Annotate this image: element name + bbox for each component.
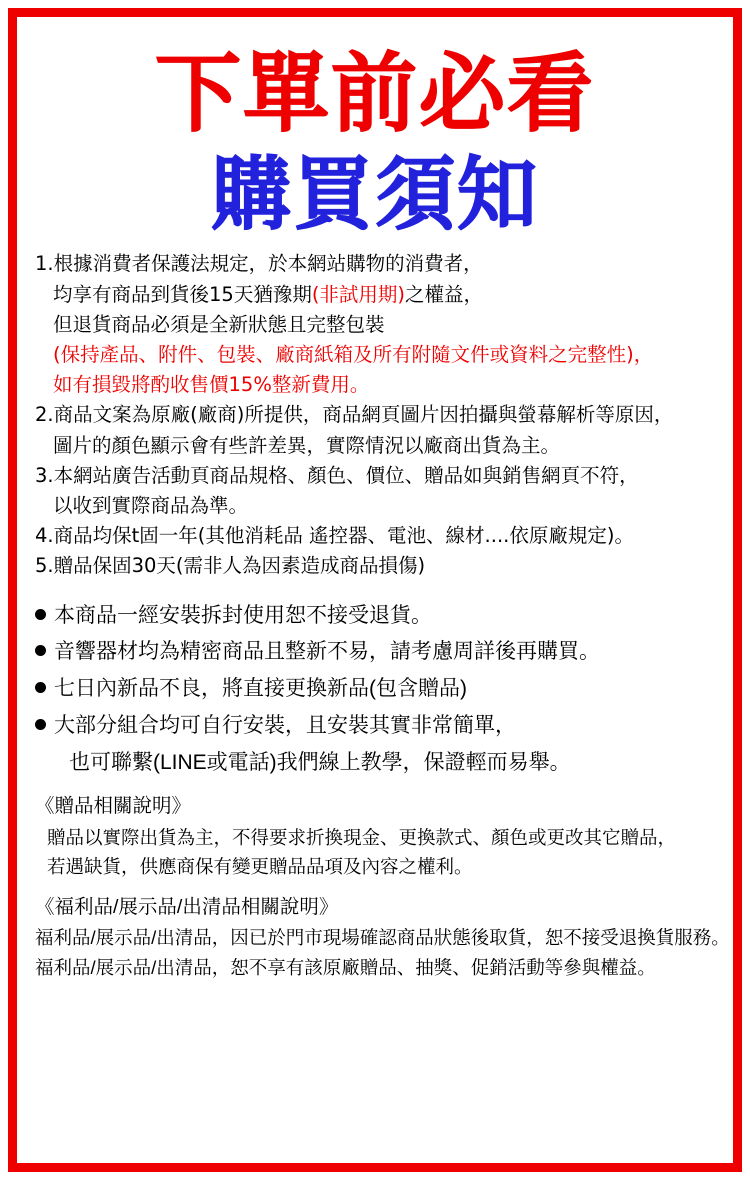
list-item: 5.贈品保固30天(需非人為因素造成商品損傷) [35, 554, 426, 578]
list-item [35, 280, 715, 310]
list-item [35, 634, 715, 671]
bullet-dot-icon [35, 682, 46, 693]
page-title-primary: 下單前必看 [155, 44, 595, 144]
list-item [35, 671, 715, 708]
list-item-label: 本商品一經安裝拆封使用恕不接受退貨。 [54, 603, 432, 627]
section-line: 若遇缺貨，供應商保有變更贈品品項及內容之權利。 [47, 856, 473, 878]
list-item-label: 音響器材均為精密商品且整新不易，請考慮周詳後再購買。 [54, 640, 600, 664]
page-title-secondary: 購買須知 [211, 148, 539, 242]
gift-section [35, 791, 715, 881]
bullet-dot-icon [35, 719, 46, 730]
list-item: 2.商品文案為原廠(廠商)所提供，商品網頁圖片因拍攝與螢幕解析等原因， [35, 403, 674, 427]
list-item: 圖片的顏色顯示會有些許差異，實際情況以廠商出貨為主。 [53, 433, 561, 457]
refurb-section [35, 892, 730, 983]
list-item-continuation: 也可聯繫(LINE或電話)我們線上教學，保證輕而易舉。 [69, 750, 571, 774]
numbered-notice-list [35, 249, 715, 581]
list-item [35, 708, 715, 745]
list-item: 3.本網站廣告活動頁商品規格、顏色、價位、贈品如與銷售網頁不符， [35, 463, 639, 487]
bullet-dot-icon [35, 609, 46, 620]
section-line: 福利品/展示品/出清品，恕不享有該原廠贈品、抽獎、促銷活動等參與權益。 [35, 956, 656, 978]
list-item: (保持產品、附件、包裝、廠商紙箱及所有附隨文件或資料之完整性)， [53, 342, 654, 366]
list-item: 4.商品均保t固一年(其他消耗品 遙控器、電池、線材....依原廠規定)。 [35, 524, 634, 548]
list-item-text-a: 均享有商品到貨後15天猶豫期 [53, 282, 312, 306]
section-line: 贈品以實際出貨為主，不得要求折換現金、更換款式、顏色或更改其它贈品， [47, 826, 677, 848]
list-item: 如有損毀將酌收售價15%整新費用。 [53, 373, 370, 397]
list-item-text-b: 之權益， [405, 282, 484, 306]
list-item [35, 598, 715, 635]
list-item: 但退貨商品必須是全新狀態且完整包裝 [53, 312, 385, 336]
section-line: 福利品/展示品/出清品，因已於門市現場確認商品狀態後取貨，恕不接受退換貨服務。 [35, 927, 730, 949]
list-item: 1.根據消費者保護法規定，於本網站購物的消費者， [35, 252, 483, 276]
list-item: 以收到實際商品為準。 [53, 494, 249, 518]
red-border-frame [8, 8, 742, 1172]
list-item-label: 大部分組合均可自行安裝，且安裝其實非常簡單， [54, 713, 516, 737]
bullet-dot-icon [35, 645, 46, 656]
section-heading: 《贈品相關說明》 [35, 795, 192, 818]
bullet-notice-list [35, 598, 715, 782]
notice-content [17, 17, 733, 1163]
list-item-text-red: (非試用期) [311, 282, 406, 306]
list-item-label: 七日內新品不良，將直接更換新品(包含贈品) [54, 677, 467, 701]
section-heading: 《福利品/展示品/出清品相關說明》 [35, 895, 339, 918]
